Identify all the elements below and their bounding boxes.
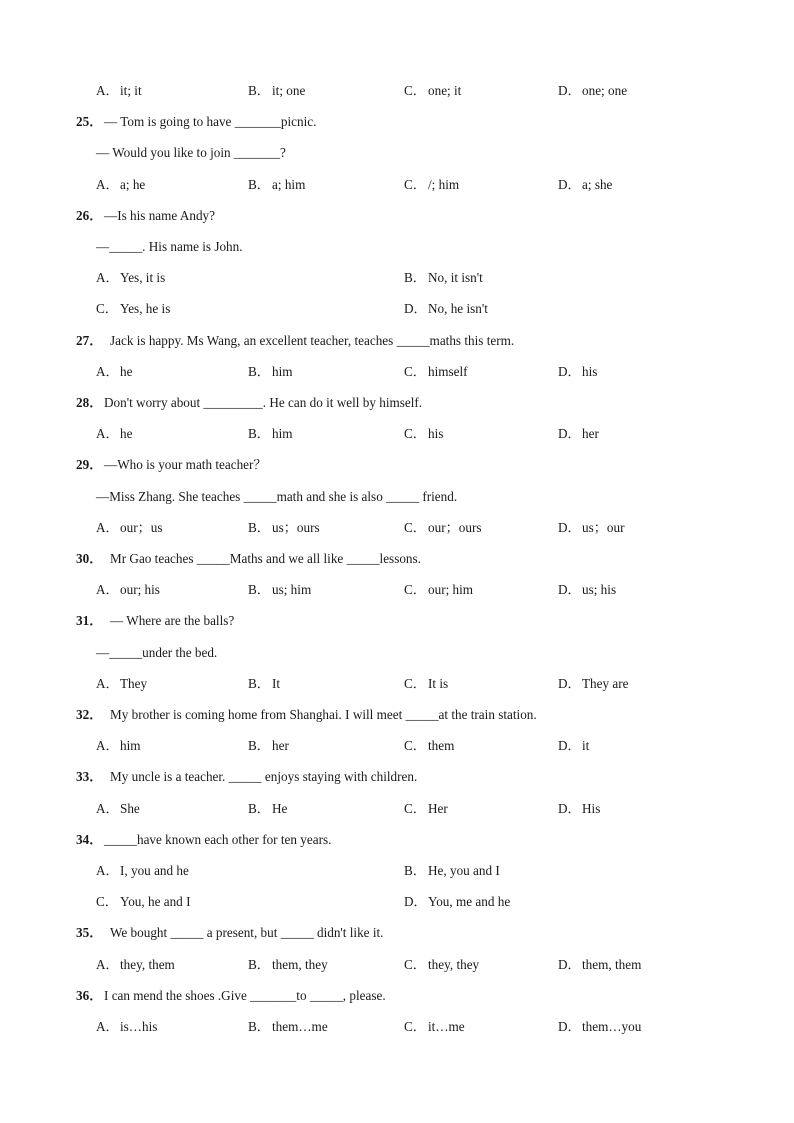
- option-c[interactable]: [404, 424, 443, 444]
- option-letter: C．: [404, 676, 426, 691]
- options-row: [0, 299, 794, 319]
- options-row: [0, 736, 794, 756]
- option-b[interactable]: [248, 955, 328, 975]
- option-b[interactable]: [248, 81, 305, 101]
- option-text: He, you and I: [428, 863, 500, 878]
- option-letter: A．: [96, 676, 119, 691]
- option-letter: C．: [404, 957, 426, 972]
- option-text: him: [272, 426, 293, 441]
- option-letter: B．: [248, 177, 270, 192]
- option-c[interactable]: [404, 362, 468, 382]
- option-c[interactable]: [96, 299, 170, 319]
- option-text: them: [428, 738, 455, 753]
- option-d[interactable]: [558, 955, 641, 975]
- option-d[interactable]: [558, 799, 600, 819]
- option-letter: D．: [558, 738, 581, 753]
- option-d[interactable]: [558, 580, 616, 600]
- options-row: [0, 892, 794, 912]
- option-text: /; him: [428, 177, 460, 192]
- question-number: 32．: [76, 707, 103, 722]
- option-letter: A．: [96, 957, 119, 972]
- option-c[interactable]: [404, 518, 481, 538]
- option-text: They: [120, 676, 148, 691]
- option-a[interactable]: [96, 424, 132, 444]
- option-letter: B．: [248, 364, 270, 379]
- option-text: them…me: [272, 1019, 328, 1034]
- option-a[interactable]: [96, 81, 142, 101]
- option-c[interactable]: [96, 892, 190, 912]
- question-stem-line: [0, 830, 794, 850]
- question-stem-line: [0, 986, 794, 1006]
- option-c[interactable]: [404, 955, 479, 975]
- option-letter: C．: [96, 301, 118, 316]
- option-d[interactable]: [404, 299, 488, 319]
- option-c[interactable]: [404, 81, 461, 101]
- question-stem-line: [0, 331, 794, 351]
- option-b[interactable]: [248, 1017, 328, 1037]
- option-letter: A．: [96, 177, 119, 192]
- question-stem-line: [0, 611, 794, 631]
- option-text: he: [120, 426, 133, 441]
- option-c[interactable]: [404, 580, 473, 600]
- option-text: His: [582, 801, 601, 816]
- option-letter: A．: [96, 83, 119, 98]
- option-letter: C．: [96, 894, 118, 909]
- option-text: they, them: [120, 957, 175, 972]
- options-row: [0, 175, 794, 195]
- option-b[interactable]: [248, 175, 305, 195]
- option-b[interactable]: [248, 674, 280, 694]
- option-text: them, them: [582, 957, 642, 972]
- option-text: They are: [582, 676, 629, 691]
- option-text: our; him: [428, 582, 474, 597]
- option-text: It: [272, 676, 281, 691]
- option-letter: D．: [404, 301, 427, 316]
- option-text: Yes, he is: [120, 301, 171, 316]
- option-text: his: [428, 426, 444, 441]
- option-letter: B．: [248, 801, 270, 816]
- option-text: her: [272, 738, 289, 753]
- option-c[interactable]: [404, 736, 454, 756]
- option-text: Yes, it is: [120, 270, 166, 285]
- option-b[interactable]: [248, 518, 320, 538]
- option-text: they, they: [428, 957, 480, 972]
- option-letter: D．: [404, 894, 427, 909]
- question-text: Don't worry about _________. He can do it well by himself.: [104, 395, 423, 410]
- option-b[interactable]: [248, 736, 289, 756]
- question-stem-line: [0, 549, 794, 569]
- option-letter: C．: [404, 801, 426, 816]
- option-text: You, he and I: [120, 894, 191, 909]
- options-row: [0, 955, 794, 975]
- option-text: us; him: [272, 582, 312, 597]
- question-stem-line: [0, 767, 794, 787]
- question-text: —_____under the bed.: [96, 645, 218, 660]
- option-text: it; it: [120, 83, 142, 98]
- option-c[interactable]: [404, 1017, 465, 1037]
- option-text: No, he isn't: [428, 301, 488, 316]
- option-text: a; he: [120, 177, 146, 192]
- option-letter: C．: [404, 738, 426, 753]
- option-text: one; one: [582, 83, 628, 98]
- option-a[interactable]: [96, 799, 140, 819]
- option-a[interactable]: [96, 580, 160, 600]
- question-text: Mr Gao teaches _____Maths and we all like _____lessons.: [110, 551, 421, 566]
- option-text: You, me and he: [428, 894, 511, 909]
- option-d[interactable]: [404, 892, 510, 912]
- option-letter: A．: [96, 520, 119, 535]
- question-text: Jack is happy. Ms Wang, an excellent teacher, teaches _____maths this term.: [110, 333, 515, 348]
- options-row: [0, 580, 794, 600]
- option-c[interactable]: [404, 674, 448, 694]
- option-letter: C．: [404, 582, 426, 597]
- option-text: it…me: [428, 1019, 465, 1034]
- option-d[interactable]: [558, 674, 629, 694]
- option-d[interactable]: [558, 175, 612, 195]
- options-row: [0, 861, 794, 881]
- option-text: I, you and he: [120, 863, 189, 878]
- option-letter: D．: [558, 177, 581, 192]
- option-text: our；ours: [428, 520, 482, 535]
- question-stem-line: [0, 393, 794, 413]
- question-text: —Miss Zhang. She teaches _____math and she is also _____ friend.: [96, 489, 458, 504]
- question-stem-line: [0, 705, 794, 725]
- option-letter: C．: [404, 1019, 426, 1034]
- option-letter: D．: [558, 957, 581, 972]
- option-a[interactable]: [96, 674, 147, 694]
- option-text: It is: [428, 676, 449, 691]
- option-letter: B．: [404, 270, 426, 285]
- option-text: himself: [428, 364, 468, 379]
- option-c[interactable]: [404, 799, 448, 819]
- question-stem-line: [0, 112, 794, 132]
- question-text: — Tom is going to have _______picnic.: [104, 114, 317, 129]
- option-letter: A．: [96, 364, 119, 379]
- question-text: My uncle is a teacher. _____ enjoys staying with children.: [110, 769, 418, 784]
- option-letter: A．: [96, 863, 119, 878]
- question-continuation-line: [0, 237, 794, 257]
- option-text: a; she: [582, 177, 613, 192]
- options-row: [0, 362, 794, 382]
- option-text: him: [272, 364, 293, 379]
- option-d[interactable]: [558, 362, 597, 382]
- option-text: our; his: [120, 582, 160, 597]
- options-row: [0, 81, 794, 101]
- options-row: [0, 518, 794, 538]
- question-text: —_____. His name is John.: [96, 239, 243, 254]
- option-a[interactable]: [96, 268, 165, 288]
- option-b[interactable]: [248, 799, 287, 819]
- option-text: He: [272, 801, 288, 816]
- question-number: 27．: [76, 333, 103, 348]
- option-letter: C．: [404, 177, 426, 192]
- option-letter: C．: [404, 364, 426, 379]
- question-number: 26．: [76, 208, 103, 223]
- option-letter: C．: [404, 520, 426, 535]
- option-letter: D．: [558, 1019, 581, 1034]
- question-continuation-line: [0, 143, 794, 163]
- option-letter: B．: [248, 1019, 270, 1034]
- option-letter: B．: [248, 957, 270, 972]
- option-letter: B．: [248, 738, 270, 753]
- option-text: her: [582, 426, 599, 441]
- question-stem-line: [0, 206, 794, 226]
- option-letter: D．: [558, 426, 581, 441]
- option-a[interactable]: [96, 955, 175, 975]
- question-number: 31．: [76, 613, 103, 628]
- question-number: 35．: [76, 925, 103, 940]
- option-letter: B．: [248, 520, 270, 535]
- option-text: us; his: [582, 582, 617, 597]
- option-d[interactable]: [558, 518, 625, 538]
- option-a[interactable]: [96, 518, 163, 538]
- question-stem-line: [0, 923, 794, 943]
- question-text: We bought _____ a present, but _____ didn't like it.: [110, 925, 384, 940]
- question-text: —Who is your math teacher？: [104, 457, 267, 472]
- option-c[interactable]: [404, 175, 459, 195]
- question-number: 25．: [76, 114, 103, 129]
- option-b[interactable]: [404, 268, 483, 288]
- option-b[interactable]: [248, 362, 293, 382]
- option-letter: A．: [96, 1019, 119, 1034]
- question-number: 29．: [76, 457, 103, 472]
- question-stem-line: [0, 455, 794, 475]
- option-text: us；ours: [272, 520, 320, 535]
- option-letter: C．: [404, 426, 426, 441]
- question-number: 34．: [76, 832, 103, 847]
- option-d[interactable]: [558, 424, 599, 444]
- option-letter: A．: [96, 582, 119, 597]
- option-letter: B．: [248, 582, 270, 597]
- question-text: _____have known each other for ten years.: [104, 832, 332, 847]
- option-text: it; one: [272, 83, 306, 98]
- option-letter: B．: [248, 676, 270, 691]
- option-b[interactable]: [248, 580, 311, 600]
- question-text: —Is his name Andy?: [104, 208, 215, 223]
- question-text: — Where are the balls?: [110, 613, 235, 628]
- option-text: Her: [428, 801, 448, 816]
- options-row: [0, 799, 794, 819]
- question-text: My brother is coming home from Shanghai. I will meet _____at the train station.: [110, 707, 537, 722]
- option-letter: D．: [558, 83, 581, 98]
- option-text: our；us: [120, 520, 163, 535]
- option-letter: A．: [96, 426, 119, 441]
- option-text: a; him: [272, 177, 306, 192]
- option-letter: D．: [558, 676, 581, 691]
- option-d[interactable]: [558, 81, 627, 101]
- option-text: it: [582, 738, 590, 753]
- option-letter: D．: [558, 582, 581, 597]
- options-row: [0, 268, 794, 288]
- question-text: — Would you like to join _______?: [96, 145, 286, 160]
- option-text: them, they: [272, 957, 328, 972]
- option-text: She: [120, 801, 140, 816]
- option-b[interactable]: [404, 861, 500, 881]
- question-number: 33．: [76, 769, 103, 784]
- option-b[interactable]: [248, 424, 293, 444]
- option-a[interactable]: [96, 861, 189, 881]
- option-a[interactable]: [96, 175, 145, 195]
- question-number: 30．: [76, 551, 103, 566]
- option-text: he: [120, 364, 133, 379]
- option-letter: B．: [404, 863, 426, 878]
- option-d[interactable]: [558, 736, 589, 756]
- question-continuation-line: [0, 487, 794, 507]
- options-row: [0, 424, 794, 444]
- question-number: 36．: [76, 988, 103, 1003]
- option-a[interactable]: [96, 362, 132, 382]
- option-text: No, it isn't: [428, 270, 483, 285]
- question-continuation-line: [0, 643, 794, 663]
- option-d[interactable]: [558, 1017, 641, 1037]
- option-letter: C．: [404, 83, 426, 98]
- option-letter: D．: [558, 364, 581, 379]
- option-letter: B．: [248, 83, 270, 98]
- option-letter: A．: [96, 738, 119, 753]
- option-letter: D．: [558, 801, 581, 816]
- option-a[interactable]: [96, 736, 141, 756]
- options-row: [0, 674, 794, 694]
- option-text: him: [120, 738, 141, 753]
- options-row: [0, 1017, 794, 1037]
- option-letter: A．: [96, 270, 119, 285]
- option-text: us；our: [582, 520, 625, 535]
- option-letter: B．: [248, 426, 270, 441]
- option-text: his: [582, 364, 598, 379]
- option-text: is…his: [120, 1019, 158, 1034]
- question-text: I can mend the shoes .Give _______to _____, please.: [104, 988, 386, 1003]
- option-text: them…you: [582, 1019, 642, 1034]
- option-letter: A．: [96, 801, 119, 816]
- option-letter: D．: [558, 520, 581, 535]
- option-text: one; it: [428, 83, 462, 98]
- question-number: 28．: [76, 395, 103, 410]
- option-a[interactable]: [96, 1017, 157, 1037]
